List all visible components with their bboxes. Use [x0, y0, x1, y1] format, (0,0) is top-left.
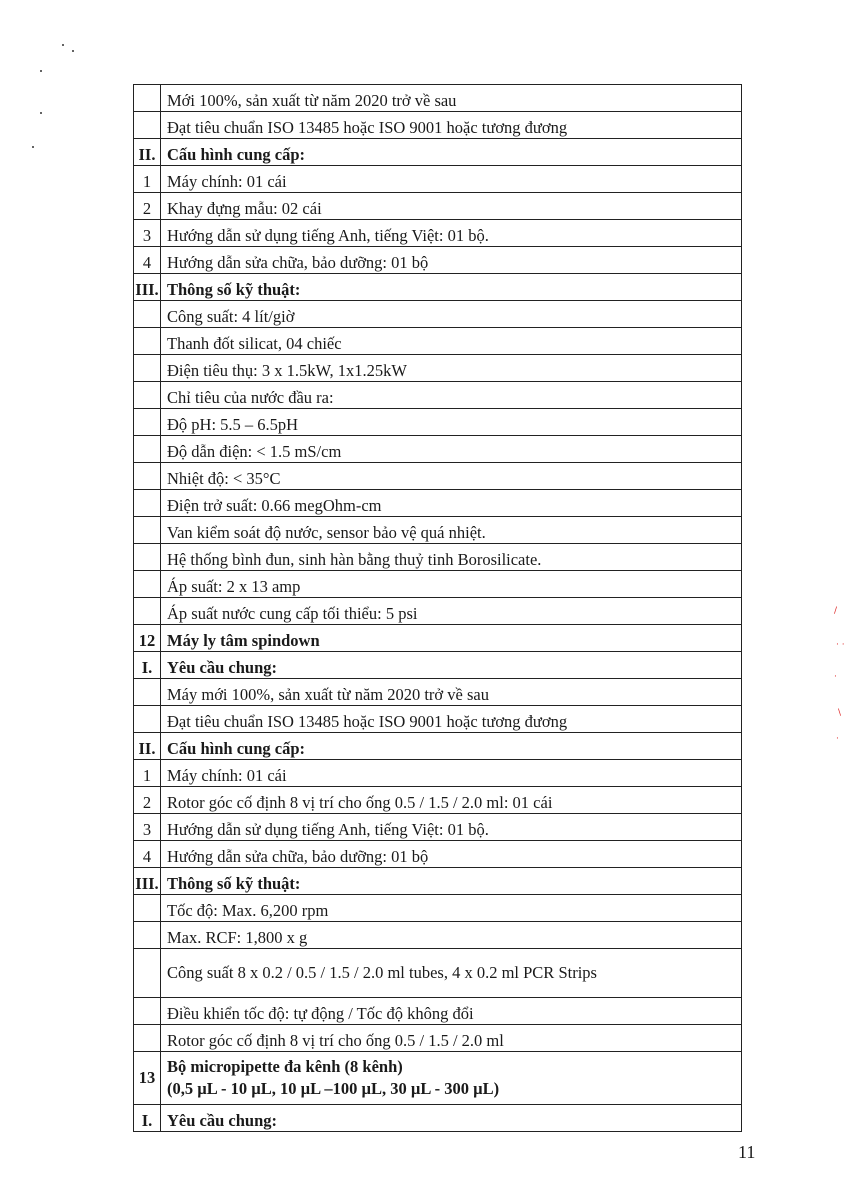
row-text: Điều khiển tốc độ: tự động / Tốc độ không đổi: [161, 998, 742, 1025]
table-row: [134, 247, 742, 274]
stamp-bleed-mark: ·: [836, 734, 839, 744]
row-text: Nhiệt độ: < 35°C: [161, 463, 742, 490]
row-text: Đạt tiêu chuẩn ISO 13485 hoặc ISO 9001 hoặc tương đương: [161, 706, 742, 733]
row-text: Hướng dẫn sửa chữa, bảo dưỡng: 01 bộ: [161, 247, 742, 274]
row-text: Max. RCF: 1,800 x g: [161, 922, 742, 949]
scan-speck: [40, 112, 42, 114]
table-row: [134, 895, 742, 922]
row-number: I.: [134, 1105, 161, 1132]
table-row: [134, 679, 742, 706]
section-heading-row: [134, 1105, 742, 1132]
row-text: Hệ thống bình đun, sinh hàn bằng thuỷ tinh Borosilicate.: [161, 544, 742, 571]
row-number: [134, 328, 161, 355]
row-text: Thanh đốt silicat, 04 chiếc: [161, 328, 742, 355]
row-number: 3: [134, 814, 161, 841]
table-row: [134, 998, 742, 1025]
item-title: Máy ly tâm spindown: [161, 625, 742, 652]
row-number: [134, 436, 161, 463]
row-text: Hướng dẫn sử dụng tiếng Anh, tiếng Việt: 01 bộ.: [161, 220, 742, 247]
row-number: [134, 355, 161, 382]
table-row: [134, 706, 742, 733]
table-row: [134, 490, 742, 517]
stamp-bleed-mark: \: [838, 708, 842, 718]
section-heading: Cấu hình cung cấp:: [161, 139, 742, 166]
table-row: [134, 85, 742, 112]
row-text: Máy chính: 01 cái: [161, 760, 742, 787]
row-text: Chỉ tiêu của nước đầu ra:: [161, 382, 742, 409]
row-text: Rotor góc cố định 8 vị trí cho ống 0.5 / 1.5 / 2.0 ml: 01 cái: [161, 787, 742, 814]
row-number: 4: [134, 841, 161, 868]
row-number: [134, 517, 161, 544]
scan-speck: [62, 44, 64, 46]
row-text: Áp suất: 2 x 13 amp: [161, 571, 742, 598]
row-text: Công suất 8 x 0.2 / 0.5 / 1.5 / 2.0 ml tubes, 4 x 0.2 ml PCR Strips: [161, 949, 742, 998]
row-text: Điện trở suất: 0.66 megOhm-cm: [161, 490, 742, 517]
row-text: Độ pH: 5.5 – 6.5pH: [161, 409, 742, 436]
row-text: Điện tiêu thụ: 3 x 1.5kW, 1x1.25kW: [161, 355, 742, 382]
table-row: [134, 1025, 742, 1052]
section-heading: Yêu cầu chung:: [161, 1105, 742, 1132]
table-row: [134, 760, 742, 787]
item-title: [161, 1052, 742, 1105]
row-number: [134, 571, 161, 598]
row-number: [134, 85, 161, 112]
section-heading-row: [134, 652, 742, 679]
row-number: 1: [134, 166, 161, 193]
row-text: Van kiểm soát độ nước, sensor bảo vệ quá nhiệt.: [161, 517, 742, 544]
row-number: [134, 1025, 161, 1052]
row-number: [134, 463, 161, 490]
row-number: [134, 895, 161, 922]
row-number: 2: [134, 193, 161, 220]
row-number: [134, 598, 161, 625]
row-text: Công suất: 4 lít/giờ: [161, 301, 742, 328]
table-row: [134, 787, 742, 814]
row-text: Đạt tiêu chuẩn ISO 13485 hoặc ISO 9001 hoặc tương đương: [161, 112, 742, 139]
row-text: Tốc độ: Max. 6,200 rpm: [161, 895, 742, 922]
row-number: [134, 949, 161, 998]
section-heading: Cấu hình cung cấp:: [161, 733, 742, 760]
row-number: I.: [134, 652, 161, 679]
page-number: 11: [738, 1142, 756, 1162]
row-number: 1: [134, 760, 161, 787]
row-number: 4: [134, 247, 161, 274]
row-number: [134, 301, 161, 328]
row-text: Khay đựng mẫu: 02 cái: [161, 193, 742, 220]
item-heading-row: [134, 1052, 742, 1105]
section-heading-row: [134, 733, 742, 760]
row-number: [134, 679, 161, 706]
stamp-bleed-mark: /: [834, 606, 838, 616]
row-text: Áp suất nước cung cấp tối thiểu: 5 psi: [161, 598, 742, 625]
table-row: [134, 220, 742, 247]
section-heading: Thông số kỹ thuật:: [161, 868, 742, 895]
table-row: [134, 841, 742, 868]
table-row: [134, 301, 742, 328]
table-row: [134, 328, 742, 355]
row-number: 2: [134, 787, 161, 814]
row-text: Độ dẫn điện: < 1.5 mS/cm: [161, 436, 742, 463]
item-number: 13: [134, 1052, 161, 1105]
table-row: [134, 949, 742, 998]
stamp-bleed-mark: ·: [834, 672, 837, 682]
row-number: [134, 706, 161, 733]
table-row: [134, 517, 742, 544]
table-row: [134, 166, 742, 193]
table-row: [134, 436, 742, 463]
table-row: [134, 922, 742, 949]
section-heading: Thông số kỹ thuật:: [161, 274, 742, 301]
table-row: [134, 193, 742, 220]
row-text: Hướng dẫn sử dụng tiếng Anh, tiếng Việt: 01 bộ.: [161, 814, 742, 841]
row-number: [134, 112, 161, 139]
table-row: [134, 814, 742, 841]
item-title-range: (0,5 µL - 10 µL, 10 µL –100 µL, 30 µL - 300 µL): [167, 1079, 500, 1098]
row-number: [134, 490, 161, 517]
item-heading-row: [134, 625, 742, 652]
section-heading-row: [134, 274, 742, 301]
row-number: 3: [134, 220, 161, 247]
table-row: [134, 463, 742, 490]
row-number: [134, 922, 161, 949]
row-text: Máy mới 100%, sản xuất từ năm 2020 trở về sau: [161, 679, 742, 706]
row-number: [134, 409, 161, 436]
table-row: [134, 112, 742, 139]
row-text: Hướng dẫn sửa chữa, bảo dưỡng: 01 bộ: [161, 841, 742, 868]
section-heading: Yêu cầu chung:: [161, 652, 742, 679]
row-text: Máy chính: 01 cái: [161, 166, 742, 193]
item-title-line: Bộ micropipette đa kênh (8 kênh): [167, 1057, 403, 1076]
row-text: Mới 100%, sản xuất từ năm 2020 trở về sau: [161, 85, 742, 112]
item-number: 12: [134, 625, 161, 652]
row-number: [134, 382, 161, 409]
row-number: III.: [134, 274, 161, 301]
section-heading-row: [134, 868, 742, 895]
row-number: [134, 998, 161, 1025]
spec-table: [133, 84, 742, 1132]
row-number: II.: [134, 733, 161, 760]
section-heading-row: [134, 139, 742, 166]
table-row: [134, 544, 742, 571]
row-number: II.: [134, 139, 161, 166]
table-row: [134, 382, 742, 409]
row-number: III.: [134, 868, 161, 895]
table-row: [134, 571, 742, 598]
row-text: Rotor góc cố định 8 vị trí cho ống 0.5 / 1.5 / 2.0 ml: [161, 1025, 742, 1052]
stamp-bleed-mark: · ·: [836, 640, 845, 650]
table-row: [134, 355, 742, 382]
scan-speck: [32, 146, 34, 148]
table-row: [134, 409, 742, 436]
scan-speck: [72, 50, 74, 52]
scan-speck: [40, 70, 42, 72]
row-number: [134, 544, 161, 571]
table-row: [134, 598, 742, 625]
